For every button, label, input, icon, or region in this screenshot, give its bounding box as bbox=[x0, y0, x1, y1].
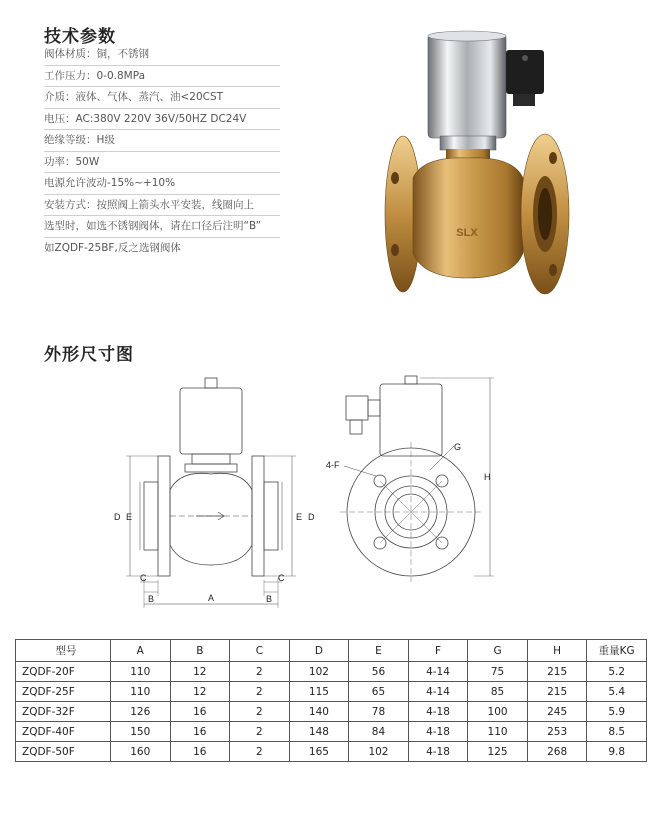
label-E: E bbox=[126, 512, 133, 522]
table-header: D bbox=[289, 640, 349, 662]
spec-item: 功率：50W bbox=[44, 152, 280, 174]
spec-item: 如ZQDF-25BF,反之选钢阀体 bbox=[44, 241, 181, 254]
label-A: A bbox=[208, 593, 215, 603]
spec-table bbox=[15, 639, 647, 762]
table-cell: 75 bbox=[468, 662, 528, 682]
table-cell: 16 bbox=[170, 702, 230, 722]
specs-title: 技术参数 bbox=[44, 27, 116, 47]
table-cell: 253 bbox=[527, 722, 587, 742]
table-cell: 150 bbox=[111, 722, 171, 742]
table-header: C bbox=[230, 640, 290, 662]
table-cell: 160 bbox=[111, 742, 171, 762]
table-cell: 100 bbox=[468, 702, 528, 722]
valve-photo bbox=[383, 28, 588, 298]
spec-item: 电压：AC:380V 220V 36V/50HZ DC24V bbox=[44, 109, 280, 131]
label-G: G bbox=[454, 442, 462, 452]
table-header: E bbox=[349, 640, 409, 662]
label-H: H bbox=[484, 472, 491, 482]
table-cell: 215 bbox=[527, 682, 587, 702]
table-cell: 126 bbox=[111, 702, 171, 722]
table-cell: 16 bbox=[170, 722, 230, 742]
table-header: G bbox=[468, 640, 528, 662]
label-C: C bbox=[140, 573, 147, 583]
table-header: A bbox=[111, 640, 171, 662]
table-cell: 4-14 bbox=[408, 662, 468, 682]
table-header: 重量KG bbox=[587, 640, 647, 662]
spec-item: 选型时，如选不锈钢阀体，请在口径后注明“B” bbox=[44, 216, 280, 238]
table-row bbox=[16, 662, 647, 682]
table-cell: 56 bbox=[349, 662, 409, 682]
table-cell: ZQDF-40F bbox=[16, 722, 111, 742]
table-cell: 2 bbox=[230, 722, 290, 742]
spec-item: 绝缘等级：H级 bbox=[44, 130, 280, 152]
table-cell: 115 bbox=[289, 682, 349, 702]
table-cell: 5.9 bbox=[587, 702, 647, 722]
table-cell: 4-14 bbox=[408, 682, 468, 702]
table-cell: 2 bbox=[230, 742, 290, 762]
table-cell: 84 bbox=[349, 722, 409, 742]
table-cell: 110 bbox=[111, 662, 171, 682]
label-C-right: C bbox=[278, 573, 285, 583]
table-cell: 9.8 bbox=[587, 742, 647, 762]
label-D-right: D bbox=[308, 512, 315, 522]
table-cell: 2 bbox=[230, 682, 290, 702]
table-cell: ZQDF-20F bbox=[16, 662, 111, 682]
table-cell: 125 bbox=[468, 742, 528, 762]
table-row bbox=[16, 722, 647, 742]
label-B: B bbox=[148, 594, 155, 604]
table-cell: 8.5 bbox=[587, 722, 647, 742]
table-cell: 110 bbox=[111, 682, 171, 702]
table-header: F bbox=[408, 640, 468, 662]
table-cell: 4-18 bbox=[408, 702, 468, 722]
table-cell: 5.4 bbox=[587, 682, 647, 702]
table-cell: 215 bbox=[527, 662, 587, 682]
table-cell: 148 bbox=[289, 722, 349, 742]
table-cell: 65 bbox=[349, 682, 409, 702]
table-cell: 102 bbox=[349, 742, 409, 762]
table-cell: 4-18 bbox=[408, 742, 468, 762]
table-cell: 12 bbox=[170, 682, 230, 702]
table-row bbox=[16, 702, 647, 722]
body-marking: SLX bbox=[456, 227, 478, 239]
spec-item: 安装方式：按照阀上箭头水平安装，线圈向上 bbox=[44, 195, 280, 217]
table-cell: ZQDF-25F bbox=[16, 682, 111, 702]
dimension-drawing bbox=[100, 370, 520, 610]
table-cell: 2 bbox=[230, 662, 290, 682]
table-cell: 165 bbox=[289, 742, 349, 762]
table-cell: 16 bbox=[170, 742, 230, 762]
table-row bbox=[16, 682, 647, 702]
table-cell: 268 bbox=[527, 742, 587, 762]
specs-list bbox=[44, 44, 280, 258]
spec-item: 电源允许波动-15%~+10% bbox=[44, 173, 280, 195]
table-cell: 85 bbox=[468, 682, 528, 702]
label-D: D bbox=[114, 512, 121, 522]
table-header: B bbox=[170, 640, 230, 662]
table-cell: 4-18 bbox=[408, 722, 468, 742]
label-B-right: B bbox=[266, 594, 273, 604]
label-E-right: E bbox=[296, 512, 303, 522]
table-header-row bbox=[16, 640, 647, 662]
table-cell: 2 bbox=[230, 702, 290, 722]
spec-item: 介质：液体、气体、蒸汽、油<20CST bbox=[44, 87, 280, 109]
label-4-F: 4-F bbox=[326, 460, 340, 470]
table-cell: 110 bbox=[468, 722, 528, 742]
table-header: H bbox=[527, 640, 587, 662]
table-cell: 5.2 bbox=[587, 662, 647, 682]
table-cell: 12 bbox=[170, 662, 230, 682]
table-header: 型号 bbox=[16, 640, 111, 662]
spec-item: 工作压力：0-0.8MPa bbox=[44, 66, 280, 88]
table-cell: ZQDF-32F bbox=[16, 702, 111, 722]
table-row bbox=[16, 742, 647, 762]
spec-item: 阀体材质：铜，不锈钢 bbox=[44, 44, 280, 66]
table-cell: 102 bbox=[289, 662, 349, 682]
dimensions-title: 外形尺寸图 bbox=[44, 345, 134, 365]
table-cell: 78 bbox=[349, 702, 409, 722]
table-cell: 245 bbox=[527, 702, 587, 722]
table-cell: ZQDF-50F bbox=[16, 742, 111, 762]
table-cell: 140 bbox=[289, 702, 349, 722]
